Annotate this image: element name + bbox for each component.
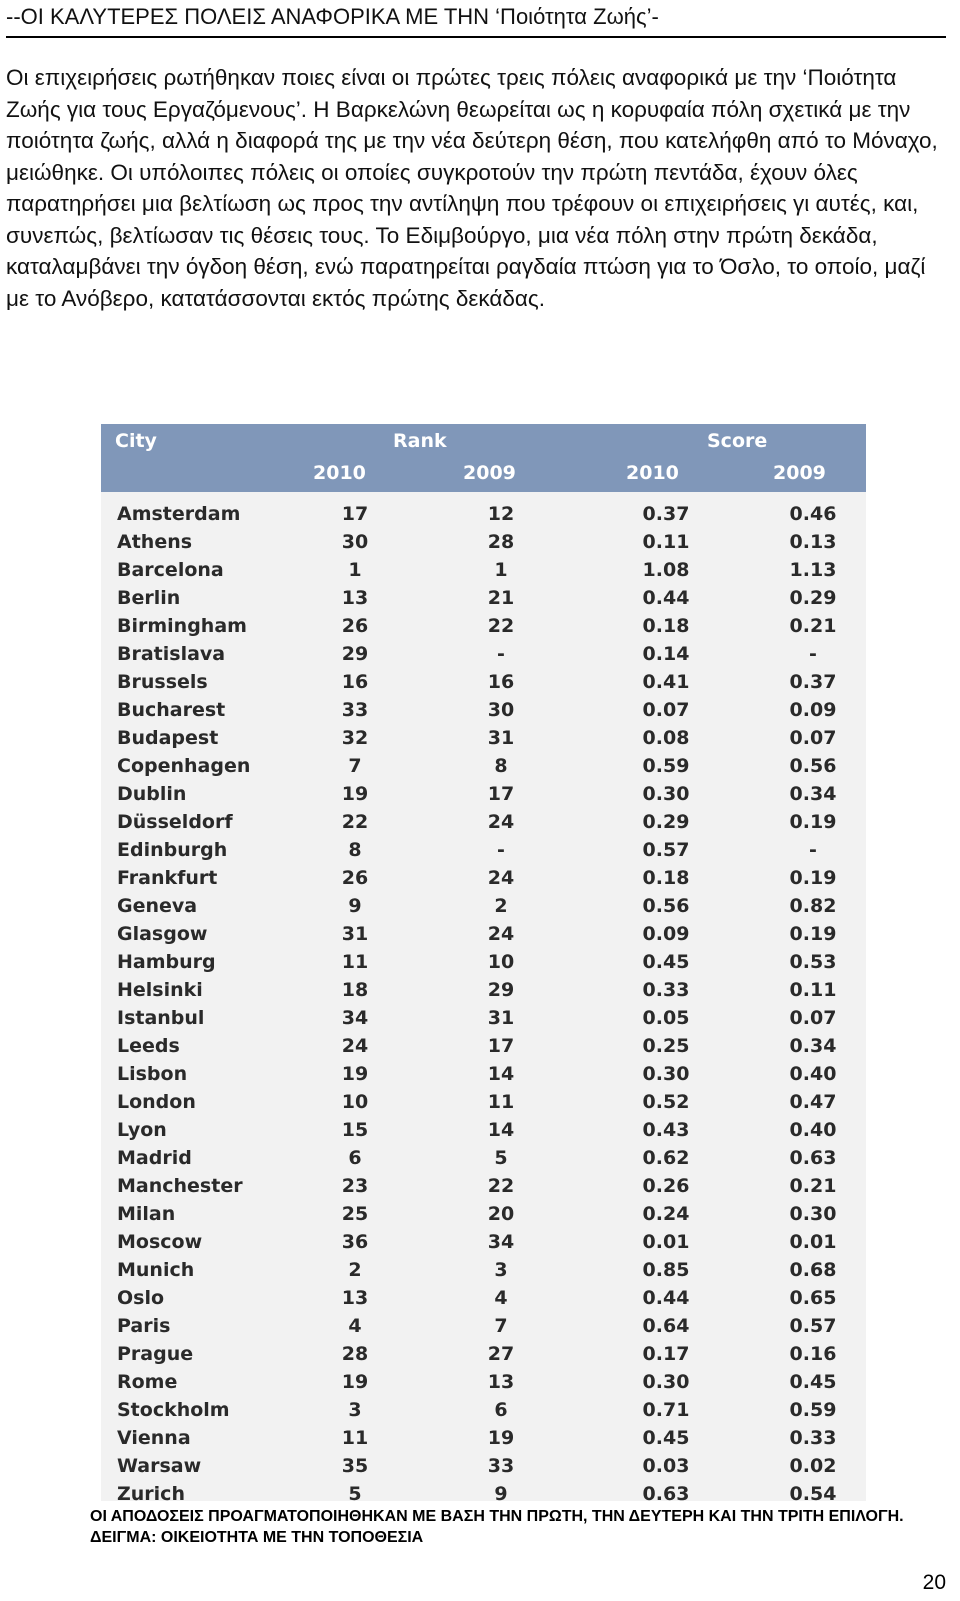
- rank-2009: 29: [487, 979, 515, 1001]
- rank-2009: 22: [487, 1175, 515, 1197]
- table-body: [101, 492, 866, 1505]
- score-2010: 0.43: [642, 1119, 690, 1141]
- city-name: Moscow: [117, 1231, 203, 1253]
- score-2009: 0.59: [789, 1399, 837, 1421]
- score-2009: 0.40: [789, 1063, 837, 1085]
- table-row: [101, 752, 866, 780]
- score-2010: 0.08: [642, 727, 690, 749]
- rank-2009: 12: [487, 503, 515, 525]
- rank-2009: 28: [487, 531, 515, 553]
- city-name: Stockholm: [117, 1399, 230, 1421]
- table-row: [101, 948, 866, 976]
- rank-2010: 6: [348, 1147, 362, 1169]
- rank-2010: 13: [341, 587, 369, 609]
- score-2010: 0.56: [642, 895, 690, 917]
- rank-2010: 9: [348, 895, 362, 917]
- city-name: Rome: [117, 1371, 178, 1393]
- score-2010: 0.17: [642, 1343, 690, 1365]
- table-row: [101, 1480, 866, 1508]
- rank-2009: 33: [487, 1455, 515, 1477]
- table-row: [101, 1312, 866, 1340]
- header-rank-2009: 2009: [463, 462, 516, 484]
- table-row: [101, 1396, 866, 1424]
- city-name: Edinburgh: [117, 839, 228, 861]
- rank-2010: 30: [341, 531, 369, 553]
- table-row: [101, 528, 866, 556]
- rank-2010: 26: [341, 615, 369, 637]
- score-2009: -: [809, 839, 817, 861]
- table-row: [101, 1452, 866, 1480]
- table-row: [101, 1032, 866, 1060]
- rank-2010: 23: [341, 1175, 369, 1197]
- rank-2009: 16: [487, 671, 515, 693]
- score-2010: 0.62: [642, 1147, 690, 1169]
- score-2009: -: [809, 643, 817, 665]
- score-2010: 0.26: [642, 1175, 690, 1197]
- table-row: [101, 612, 866, 640]
- table-row: [101, 892, 866, 920]
- table-row: [101, 640, 866, 668]
- score-2010: 0.01: [642, 1231, 690, 1253]
- rank-2010: 19: [341, 1371, 369, 1393]
- rank-2009: 4: [494, 1287, 508, 1309]
- rank-2009: 21: [487, 587, 515, 609]
- score-2010: 0.07: [642, 699, 690, 721]
- table-rows: [101, 500, 866, 1508]
- rank-2010: 18: [341, 979, 369, 1001]
- rank-2010: 10: [341, 1091, 369, 1113]
- header-score-2010: 2010: [626, 462, 679, 484]
- rank-2009: 5: [494, 1147, 508, 1169]
- score-2009: 0.37: [789, 671, 837, 693]
- table-header: [101, 424, 866, 492]
- score-2009: 0.16: [789, 1343, 837, 1365]
- city-ranking-table: [101, 424, 866, 1505]
- score-2010: 0.09: [642, 923, 690, 945]
- score-2009: 0.07: [789, 1007, 837, 1029]
- city-name: Lyon: [117, 1119, 167, 1141]
- city-name: Istanbul: [117, 1007, 205, 1029]
- rank-2009: 22: [487, 615, 515, 637]
- score-2010: 0.59: [642, 755, 690, 777]
- city-name: Geneva: [117, 895, 198, 917]
- score-2009: 0.82: [789, 895, 837, 917]
- table-row: [101, 1340, 866, 1368]
- score-2010: 0.29: [642, 811, 690, 833]
- score-2009: 0.46: [789, 503, 837, 525]
- score-2009: 0.40: [789, 1119, 837, 1141]
- rank-2010: 17: [341, 503, 369, 525]
- city-name: Hamburg: [117, 951, 216, 973]
- rank-2009: 8: [494, 755, 508, 777]
- rank-2009: 2: [494, 895, 508, 917]
- table-row: [101, 1060, 866, 1088]
- score-2009: 0.68: [789, 1259, 837, 1281]
- rank-2010: 11: [341, 951, 369, 973]
- city-name: Bucharest: [117, 699, 226, 721]
- score-2010: 0.24: [642, 1203, 690, 1225]
- score-2010: 0.30: [642, 1063, 690, 1085]
- score-2009: 0.01: [789, 1231, 837, 1253]
- rank-2010: 11: [341, 1427, 369, 1449]
- city-name: London: [117, 1091, 196, 1113]
- rank-2010: 22: [341, 811, 369, 833]
- city-name: Glasgow: [117, 923, 208, 945]
- rank-2010: 32: [341, 727, 369, 749]
- rank-2009: 30: [487, 699, 515, 721]
- table-row: [101, 1088, 866, 1116]
- rank-2009: 24: [487, 811, 515, 833]
- city-name: Lisbon: [117, 1063, 188, 1085]
- rank-2009: -: [497, 643, 505, 665]
- score-2009: 0.56: [789, 755, 837, 777]
- rank-2010: 24: [341, 1035, 369, 1057]
- table-row: [101, 864, 866, 892]
- page-number: 20: [922, 1571, 946, 1594]
- rank-2010: 19: [341, 1063, 369, 1085]
- rank-2010: 35: [341, 1455, 369, 1477]
- score-2009: 0.30: [789, 1203, 837, 1225]
- table-row: [101, 584, 866, 612]
- score-2009: 0.47: [789, 1091, 837, 1113]
- rank-2009: 34: [487, 1231, 515, 1253]
- score-2010: 0.57: [642, 839, 690, 861]
- table-row: [101, 920, 866, 948]
- rank-2009: 9: [494, 1483, 508, 1505]
- rank-2009: 31: [487, 727, 515, 749]
- rank-2009: 17: [487, 783, 515, 805]
- score-2010: 0.11: [642, 531, 690, 553]
- rank-2009: 14: [487, 1063, 515, 1085]
- score-2010: 0.45: [642, 951, 690, 973]
- city-name: Manchester: [117, 1175, 243, 1197]
- city-name: Leeds: [117, 1035, 180, 1057]
- city-name: Paris: [117, 1315, 171, 1337]
- rank-2009: 7: [494, 1315, 508, 1337]
- city-name: Copenhagen: [117, 755, 251, 777]
- rank-2009: 31: [487, 1007, 515, 1029]
- rank-2010: 36: [341, 1231, 369, 1253]
- table-row: [101, 1200, 866, 1228]
- rank-2009: 20: [487, 1203, 515, 1225]
- rank-2010: 31: [341, 923, 369, 945]
- score-2010: 0.44: [642, 587, 690, 609]
- score-2010: 0.18: [642, 867, 690, 889]
- city-name: Madrid: [117, 1147, 192, 1169]
- score-2009: 0.53: [789, 951, 837, 973]
- table-row: [101, 976, 866, 1004]
- header-rank-2010: 2010: [313, 462, 366, 484]
- rank-2010: 33: [341, 699, 369, 721]
- score-2010: 0.14: [642, 643, 690, 665]
- table-row: [101, 668, 866, 696]
- city-name: Brussels: [117, 671, 208, 693]
- header-city: City: [115, 430, 157, 452]
- page-heading-text: --ΟΙ ΚΑΛΥΤΕΡΕΣ ΠΟΛΕΙΣ ΑΝΑΦΟΡΙΚΑ ΜΕ ΤΗΝ ‘Ποιότητα Ζωής’-: [6, 4, 659, 29]
- city-name: Zurich: [117, 1483, 185, 1505]
- rank-2009: 13: [487, 1371, 515, 1393]
- rank-2009: 6: [494, 1399, 508, 1421]
- table-row: [101, 1228, 866, 1256]
- score-2009: 0.45: [789, 1371, 837, 1393]
- table-row: [101, 1116, 866, 1144]
- city-name: Helsinki: [117, 979, 203, 1001]
- rank-2010: 4: [348, 1315, 362, 1337]
- intro-paragraph: Οι επιχειρήσεις ρωτήθηκαν ποιες είναι οι πρώτες τρεις πόλεις αναφορικά με την ‘Ποιότητα Ζωής για τους Εργαζόμενους’. Η Βαρκελώνη θεωρείται ως η κορυφαία πόλη σχετικά με την ποιότητα ζωής, αλλά η διαφορά της με την νέα δεύτερη θέση, που κατελήφθη από το Μόναχο, μειώθηκε. Οι υπόλοιπες πόλεις οι οποίες συγκροτούν την πρώτη πεντάδα, έχουν όλες παρατηρήσει μια βελτίωση ως προς την αντίληψη που τρέφουν οι επιχειρήσεις γι αυτές, και, συνεπώς, βελτίωσαν τις θέσεις τους. Το Εδιμβούργο, μια νέα πόλη στην πρώτη δεκάδα, καταλαμβάνει την όγδοη θέση, ενώ παρατηρείται ραγδαία πτώση για το Όσλο, το οποίο, μαζί με το Ανόβερο, κατατάσσονται εκτός πρώτης δεκάδας.: [6, 65, 938, 311]
- score-2009: 0.57: [789, 1315, 837, 1337]
- header-score: Score: [707, 430, 768, 452]
- rank-2010: 3: [348, 1399, 362, 1421]
- score-2009: 1.13: [789, 559, 837, 581]
- rank-2009: 24: [487, 923, 515, 945]
- score-2009: 0.19: [789, 867, 837, 889]
- city-name: Amsterdam: [117, 503, 241, 525]
- city-name: Düsseldorf: [117, 811, 233, 833]
- score-2010: 0.71: [642, 1399, 690, 1421]
- rank-2010: 2: [348, 1259, 362, 1281]
- rank-2009: 10: [487, 951, 515, 973]
- note-method: ΟΙ ΑΠΟΔΟΣΕΙΣ ΠΡΟΑΓΜΑΤΟΠΟΙΗΘΗΚΑΝ ΜΕ ΒΑΣΗ ΤΗΝ ΠΡΩΤΗ, ΤΗΝ ΔΕΥΤΕΡΗ ΚΑΙ ΤΗΝ ΤΡΙΤΗ ΕΠΙΛΟΓΗ.: [90, 1508, 904, 1525]
- score-2010: 0.03: [642, 1455, 690, 1477]
- table-row: [101, 1004, 866, 1032]
- score-2009: 0.13: [789, 531, 837, 553]
- city-name: Oslo: [117, 1287, 165, 1309]
- rank-2009: 11: [487, 1091, 515, 1113]
- city-name: Munich: [117, 1259, 195, 1281]
- score-2010: 0.25: [642, 1035, 690, 1057]
- score-2010: 0.33: [642, 979, 690, 1001]
- page-heading: [6, 4, 946, 38]
- table-row: [101, 1172, 866, 1200]
- table-row: [101, 1144, 866, 1172]
- rank-2010: 13: [341, 1287, 369, 1309]
- score-2009: 0.54: [789, 1483, 837, 1505]
- score-2010: 0.45: [642, 1427, 690, 1449]
- table-row: [101, 1256, 866, 1284]
- city-name: Milan: [117, 1203, 176, 1225]
- score-2010: 0.44: [642, 1287, 690, 1309]
- score-2010: 0.18: [642, 615, 690, 637]
- rank-2010: 29: [341, 643, 369, 665]
- city-name: Frankfurt: [117, 867, 218, 889]
- city-name: Prague: [117, 1343, 194, 1365]
- rank-2010: 8: [348, 839, 362, 861]
- score-2010: 0.05: [642, 1007, 690, 1029]
- table-row: [101, 1284, 866, 1312]
- score-2010: 0.85: [642, 1259, 690, 1281]
- score-2010: 0.52: [642, 1091, 690, 1113]
- score-2009: 0.07: [789, 727, 837, 749]
- rank-2009: 24: [487, 867, 515, 889]
- rank-2009: 14: [487, 1119, 515, 1141]
- city-name: Dublin: [117, 783, 187, 805]
- score-2009: 0.65: [789, 1287, 837, 1309]
- table-row: [101, 808, 866, 836]
- rank-2010: 25: [341, 1203, 369, 1225]
- table-notes: [90, 1506, 910, 1548]
- city-name: Bratislava: [117, 643, 226, 665]
- score-2009: 0.02: [789, 1455, 837, 1477]
- score-2009: 0.29: [789, 587, 837, 609]
- table-row: [101, 780, 866, 808]
- score-2010: 0.30: [642, 783, 690, 805]
- rank-2010: 1: [348, 559, 362, 581]
- rank-2010: 7: [348, 755, 362, 777]
- score-2009: 0.09: [789, 699, 837, 721]
- header-rank: Rank: [393, 430, 447, 452]
- rank-2010: 19: [341, 783, 369, 805]
- rank-2010: 28: [341, 1343, 369, 1365]
- city-name: Barcelona: [117, 559, 224, 581]
- score-2009: 0.19: [789, 811, 837, 833]
- score-2009: 0.21: [789, 1175, 837, 1197]
- note-sample: ΔΕΙΓΜΑ: ΟΙΚΕΙΟΤΗΤΑ ΜΕ ΤΗΝ ΤΟΠΟΘΕΣΙΑ: [90, 1529, 424, 1546]
- rank-2010: 15: [341, 1119, 369, 1141]
- city-name: Budapest: [117, 727, 219, 749]
- score-2010: 0.63: [642, 1483, 690, 1505]
- rank-2010: 16: [341, 671, 369, 693]
- rank-2009: 19: [487, 1427, 515, 1449]
- score-2009: 0.19: [789, 923, 837, 945]
- rank-2010: 26: [341, 867, 369, 889]
- score-2009: 0.34: [789, 783, 837, 805]
- city-name: Berlin: [117, 587, 181, 609]
- score-2010: 0.30: [642, 1371, 690, 1393]
- city-name: Athens: [117, 531, 193, 553]
- table-row: [101, 556, 866, 584]
- score-2010: 0.41: [642, 671, 690, 693]
- city-name: Warsaw: [117, 1455, 202, 1477]
- rank-2010: 5: [348, 1483, 362, 1505]
- city-name: Birmingham: [117, 615, 247, 637]
- score-2009: 0.33: [789, 1427, 837, 1449]
- score-2010: 0.37: [642, 503, 690, 525]
- score-2009: 0.21: [789, 615, 837, 637]
- header-score-2009: 2009: [773, 462, 826, 484]
- table-row: [101, 1424, 866, 1452]
- rank-2009: 3: [494, 1259, 508, 1281]
- table-row: [101, 1368, 866, 1396]
- rank-2010: 34: [341, 1007, 369, 1029]
- rank-2009: 17: [487, 1035, 515, 1057]
- score-2009: 0.11: [789, 979, 837, 1001]
- table-row: [101, 696, 866, 724]
- table-row: [101, 724, 866, 752]
- rank-2009: 27: [487, 1343, 515, 1365]
- table-row: [101, 836, 866, 864]
- rank-2009: -: [497, 839, 505, 861]
- city-name: Vienna: [117, 1427, 191, 1449]
- score-2010: 0.64: [642, 1315, 690, 1337]
- table-row: [101, 500, 866, 528]
- rank-2009: 1: [494, 559, 508, 581]
- score-2009: 0.63: [789, 1147, 837, 1169]
- score-2010: 1.08: [642, 559, 690, 581]
- score-2009: 0.34: [789, 1035, 837, 1057]
